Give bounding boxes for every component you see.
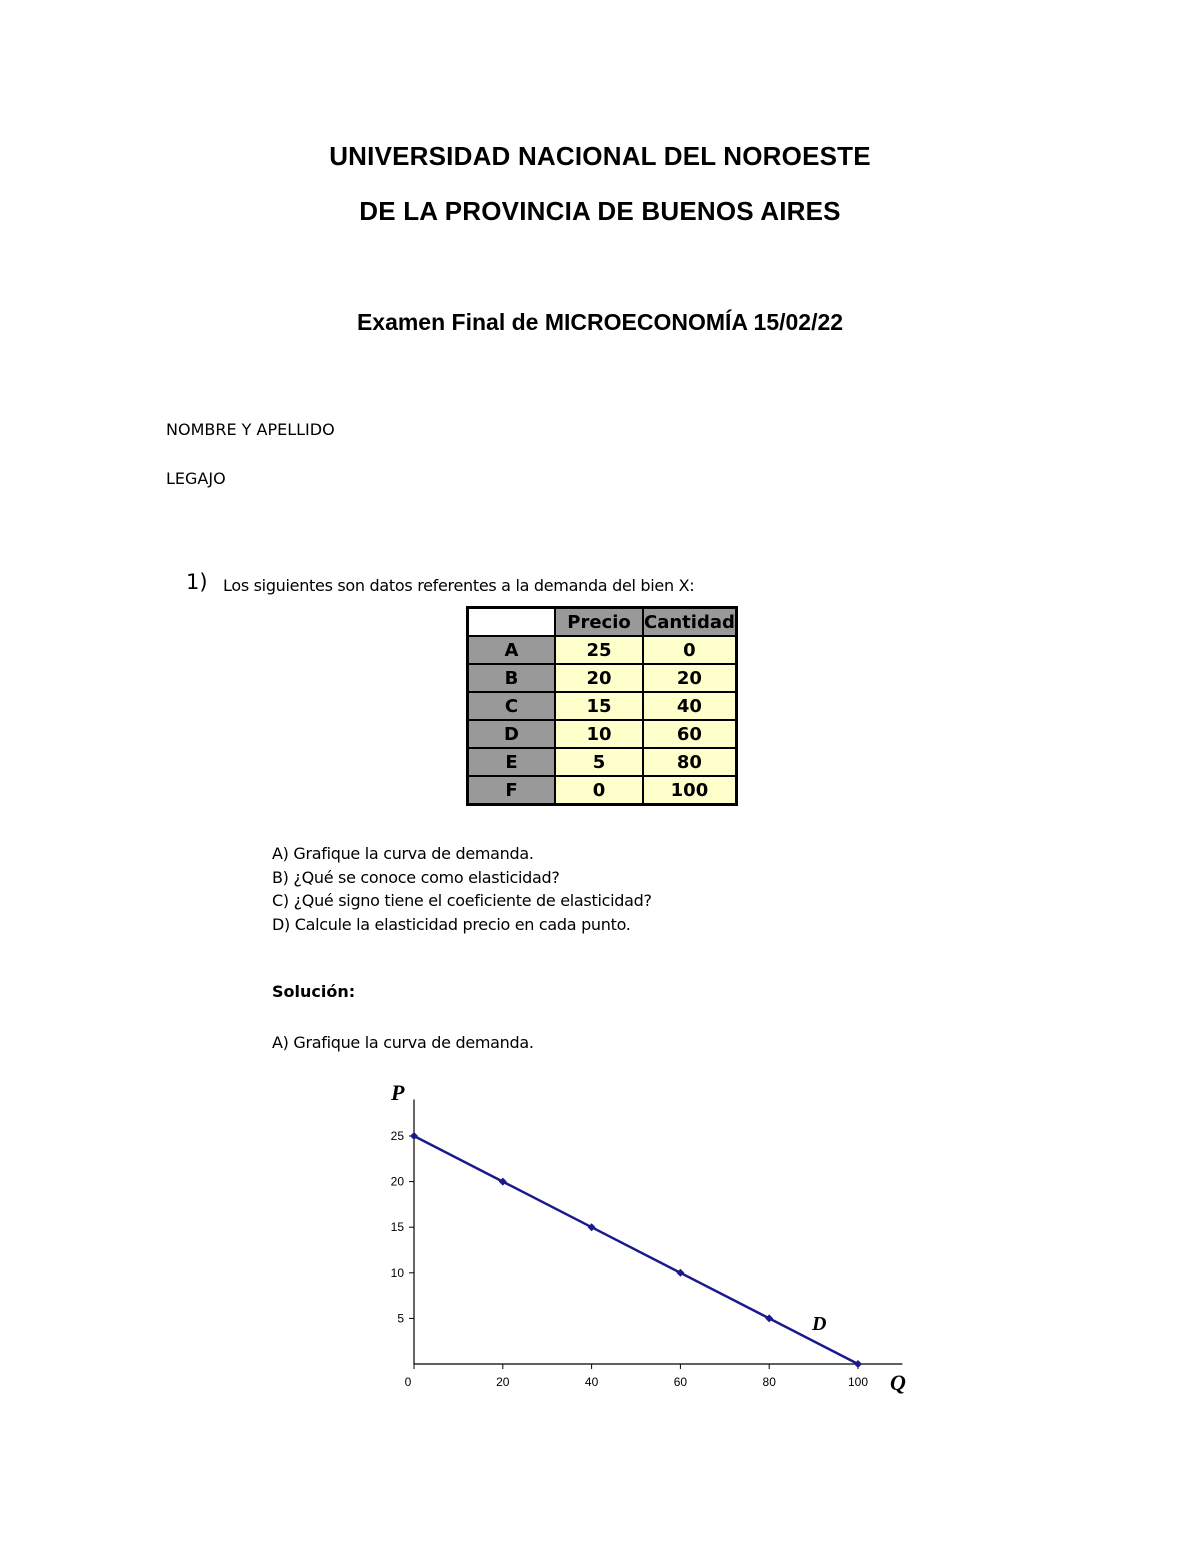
x-tick-label: 20: [496, 1375, 510, 1389]
subquestion-c: C) ¿Qué signo tiene el coeficiente de elasticidad?: [272, 891, 652, 910]
row-label: E: [468, 748, 556, 776]
university-name-line2: DE LA PROVINCIA DE BUENOS AIRES: [359, 196, 841, 226]
x-axis-label: Q: [890, 1370, 906, 1395]
cantidad-cell: 0: [643, 636, 736, 664]
solution-heading: Solución:: [272, 982, 356, 1001]
y-tick-label: 10: [390, 1265, 404, 1280]
row-label: B: [468, 664, 556, 692]
y-axis-label: P: [391, 1080, 405, 1105]
cantidad-cell: 40: [643, 692, 736, 720]
chart-series: [410, 1132, 862, 1368]
chart-axes: [414, 1100, 902, 1364]
table-header-precio: Precio: [555, 608, 643, 637]
subquestion-a: A) Grafique la curva de demanda.: [272, 844, 534, 863]
question-number: 1): [186, 570, 208, 594]
y-tick-label: 5: [397, 1311, 404, 1326]
precio-cell: 15: [555, 692, 643, 720]
precio-cell: 25: [555, 636, 643, 664]
x-tick-label: 60: [673, 1375, 688, 1389]
legajo-field-label: LEGAJO: [166, 469, 226, 488]
precio-cell: 0: [555, 776, 643, 805]
row-label: D: [468, 720, 556, 748]
university-name-line1: UNIVERSIDAD NACIONAL DEL NOROESTE: [329, 141, 871, 171]
row-label: F: [468, 776, 556, 805]
demand-curve-line: [414, 1136, 858, 1364]
row-label: C: [468, 692, 556, 720]
x-tick-label: 100: [847, 1375, 869, 1389]
solution-part-a: A) Grafique la curva de demanda.: [272, 1033, 534, 1052]
subquestion-d: D) Calcule la elasticidad precio en cada punto.: [272, 914, 631, 934]
curve-label: D: [812, 1313, 827, 1335]
precio-cell: 10: [555, 720, 643, 748]
chart-ticks: [391, 1129, 869, 1389]
cantidad-cell: 20: [643, 664, 736, 692]
y-tick-label: 20: [390, 1174, 404, 1189]
question-text: Los siguientes son datos referentes a la demanda del bien X:: [223, 576, 695, 595]
x-tick-label: 80: [762, 1375, 776, 1389]
x-tick-label: 40: [584, 1375, 599, 1389]
y-tick-label: 25: [390, 1129, 404, 1143]
cantidad-cell: 60: [643, 720, 736, 748]
table-header-cantidad: Cantidad: [643, 608, 736, 637]
subquestion-b: B) ¿Qué se conoce como elasticidad?: [272, 867, 560, 887]
cantidad-cell: 80: [643, 748, 736, 776]
cantidad-cell: 100: [643, 776, 736, 805]
precio-cell: 5: [555, 748, 643, 776]
exam-title: Examen Final de MICROECONOMÍA 15/02/22: [356, 309, 844, 335]
x-tick-label: 0: [404, 1375, 412, 1389]
name-field-label: NOMBRE Y APELLIDO: [166, 420, 335, 439]
precio-cell: 20: [555, 664, 643, 692]
y-tick-label: 15: [390, 1220, 404, 1235]
row-label: A: [468, 636, 556, 664]
